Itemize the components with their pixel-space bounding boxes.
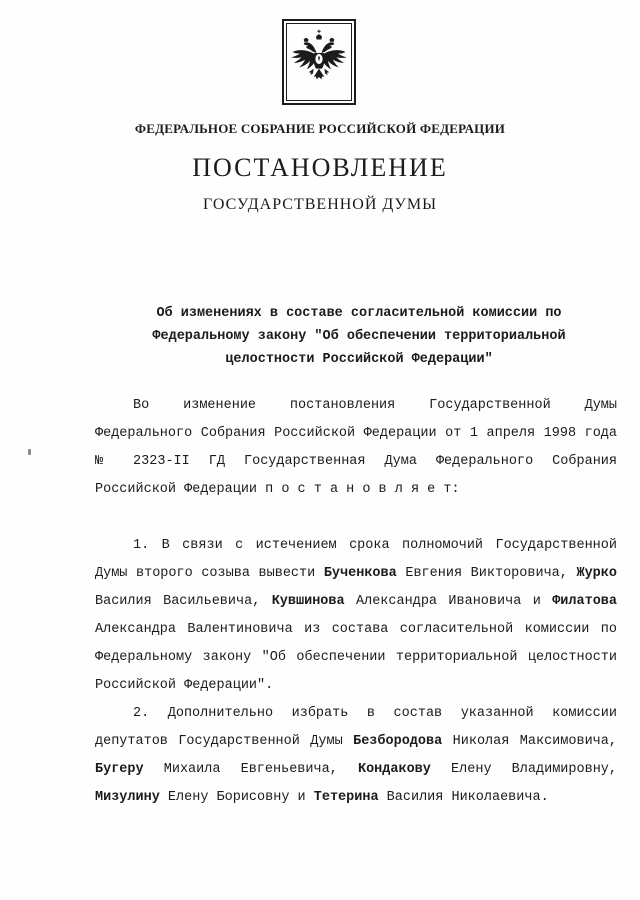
emblem-inner-frame [286, 23, 352, 101]
preamble-paragraph: Во изменение постановления Государственной Думы Федерального Собрания Российской Федерации от 1 апреля 1998 года № 2323-II ГД Государственная Дума Федерального Собрания Российской Федерации п о с т а н о в л я е т: [95, 398, 617, 497]
title-line-2: Федеральному закону "Об обеспечении территориальной [152, 329, 566, 344]
document-type-heading: ПОСТАНОВЛЕНИЕ [192, 153, 448, 182]
scan-artifact [28, 449, 31, 455]
item-paragraph-2: 2. Дополнительно избрать в состав указанной комиссии депутатов Государственной Думы Безбородова Николая Максимовича, Бугеру Михаила Евгеньевича, Кондакову Елену Владимировну, Мизулину Елену Борисовну и Тетерина Василия Николаевича. [95, 706, 617, 805]
document-title [146, 302, 572, 371]
coat-of-arms-icon [289, 27, 349, 97]
title-line-1: Об изменениях в составе согласительной комиссии по [156, 306, 562, 321]
item-paragraph-1: 1. В связи с истечением срока полномочий Государственной Думы второго созыва вывести Бученкова Евгения Викторовича, Журко Василия Васильевича, Кувшинова Александра Ивановича и Филатова Александра Валентиновича из состава согласительной комиссии по Федеральному закону "Об обеспечении территориальной целостности Российской Федерации". [95, 538, 617, 693]
emblem-frame [282, 19, 356, 105]
document-body [95, 392, 617, 812]
title-line-3: целостности Российской Федерации" [225, 352, 493, 367]
document-issuer-heading: ГОСУДАРСТВЕННОЙ ДУМЫ [202, 196, 438, 213]
org-name: ФЕДЕРАЛЬНОЕ СОБРАНИЕ РОССИЙСКОЙ ФЕДЕРАЦИИ [134, 121, 506, 136]
